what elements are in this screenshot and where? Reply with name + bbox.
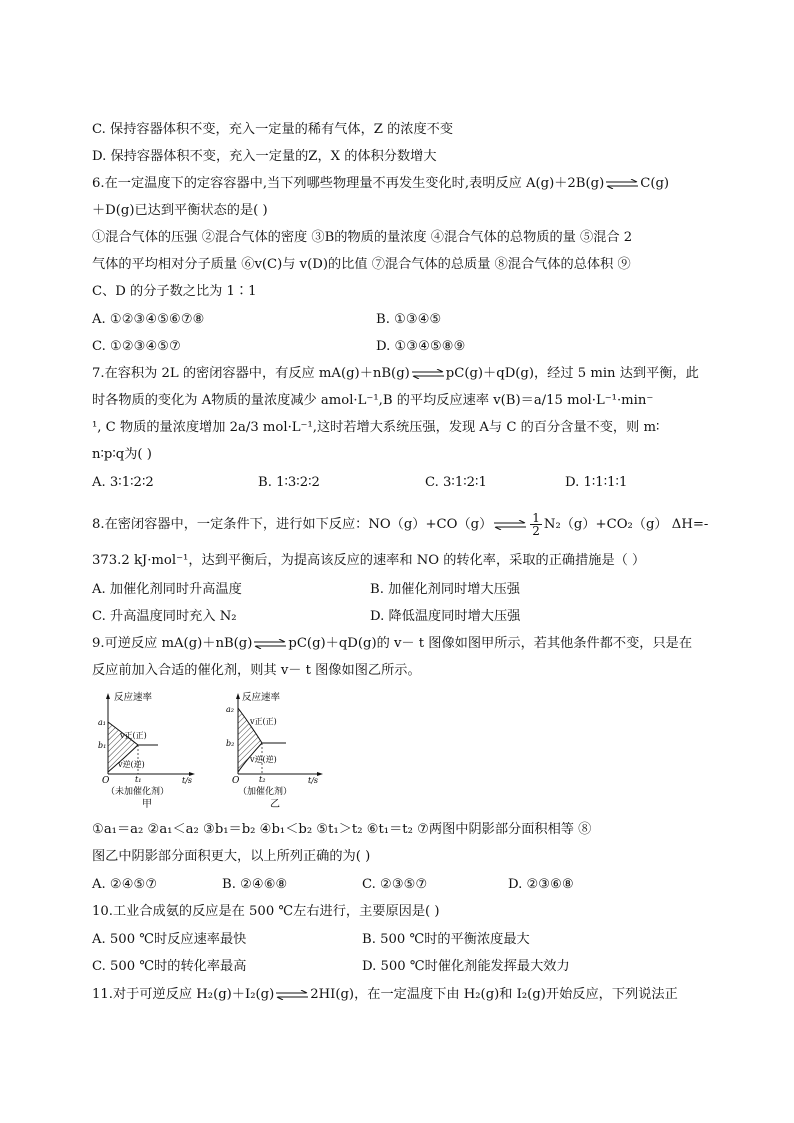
v-forward-label: v正(正) xyxy=(120,731,147,740)
question-6-stem xyxy=(92,174,669,194)
graph-note: （未加催化剂） xyxy=(106,787,170,797)
question-6-stem-2: ＋D(g)已达到平衡状态的是( ) xyxy=(92,203,268,218)
question-9-product: pC(g)＋qD(g)的 v－ t 图像如图甲所示，若其他条件都不变，只是在 xyxy=(288,636,693,651)
y-axis-arrow-icon xyxy=(236,693,240,699)
q6-option-c: C. ①②③④⑤⑦ xyxy=(92,339,181,354)
option-line-c: C. 保持容器体积不变，充入一定量的稀有气体，Z 的浓度不变 xyxy=(92,122,454,137)
q7-option-b: B. 1∶3∶2∶2 xyxy=(258,475,320,490)
question-7-stem xyxy=(92,364,699,384)
q7-option-c: C. 3∶1∶2∶1 xyxy=(425,475,487,490)
question-6-product: C(g) xyxy=(640,176,670,191)
fraction-numerator: 1 xyxy=(532,511,540,525)
v-forward-label: v正(正) xyxy=(250,717,277,726)
y-axis-arrow-icon xyxy=(106,693,110,699)
graph-yi xyxy=(220,690,330,816)
q9-option-a: A. ②④⑤⑦ xyxy=(92,877,158,892)
graph-caption: 乙 xyxy=(270,799,280,810)
y-axis-label: 反应速率 xyxy=(114,692,153,703)
q9-option-b: B. ②④⑥⑧ xyxy=(222,877,288,892)
q7-option-d: D. 1∶1∶1∶1 xyxy=(565,475,628,490)
question-8-product: N₂（g）+CO₂（g） ΔH=- xyxy=(543,517,709,532)
question-6-items-1: ①混合气体的压强 ②混合气体的密度 ③B的物质的量浓度 ④混合气体的总物质的量 ⑤混合 2 xyxy=(92,230,633,245)
question-7-stem-3: ¹, C 物质的量浓度增加 2a/3 mol·L⁻¹,这时若增大系统压强，发现 A与 C 的百分含量不变，则 m∶ xyxy=(92,420,660,435)
graph-caption: 甲 xyxy=(142,799,152,810)
option-line-d: D. 保持容器体积不变，充入一定量的Z，X 的体积分数增大 xyxy=(92,149,437,164)
question-7-product: pC(g)＋qD(g)，经过 5 min 达到平衡，此 xyxy=(445,366,699,381)
question-6-items-3: C、D 的分子数之比为 1∶1 xyxy=(92,284,257,299)
equilibrium-arrow-icon xyxy=(411,369,445,379)
b1-label: b₁ xyxy=(98,741,107,750)
q7-option-a: A. 3∶1∶2∶2 xyxy=(92,475,154,490)
q8-option-a: A. 加催化剂同时升高温度 xyxy=(92,582,242,597)
question-9-text: 9.可逆反应 mA(g)＋nB(g) xyxy=(92,636,253,651)
question-8-text: 8.在密闭容器中，一定条件下，进行如下反应：NO（g）+CO（g） xyxy=(92,517,493,532)
t2-label: t₂ xyxy=(259,775,266,784)
v-reverse-label: v逆(逆) xyxy=(118,760,145,769)
question-7-stem-4: n∶p∶q为( ) xyxy=(92,447,152,462)
question-11-text: 11.对于可逆反应 H₂(g)＋I₂(g) xyxy=(92,987,275,1002)
graph-jia xyxy=(96,690,206,816)
y-axis-label: 反应速率 xyxy=(242,692,281,703)
x-axis-label: t/s xyxy=(182,776,193,785)
b2-label: b₂ xyxy=(226,739,235,748)
q6-option-a: A. ①②③④⑤⑥⑦⑧ xyxy=(92,312,205,327)
question-9-items-2: 图乙中阴影部分面积更大，以上所列正确的为( ) xyxy=(92,849,371,864)
a1-label: a₁ xyxy=(98,718,106,727)
question-7-stem-2: 时各物质的变化为 A物质的量浓度减少 amol·L⁻¹,B 的平均反应速率 v(B)＝a/15 mol·L⁻¹·min⁻ xyxy=(92,393,654,408)
fraction-one-half xyxy=(530,512,542,537)
t1-label: t₁ xyxy=(135,775,142,784)
question-9-stem-2: 反应前加入合适的催化剂，则其 v－ t 图像如图乙所示。 xyxy=(92,663,421,678)
equilibrium-arrow-icon xyxy=(275,990,309,1000)
q8-option-c: C. 升高温度同时充入 N₂ xyxy=(92,609,237,624)
q9-option-d: D. ②③⑥⑧ xyxy=(508,877,574,892)
equilibrium-arrow-icon xyxy=(605,179,639,189)
fraction-denominator: 2 xyxy=(532,524,540,538)
q10-option-d: D. 500 ℃时催化剂能发挥最大效力 xyxy=(362,959,570,974)
q10-option-a: A. 500 ℃时反应速率最快 xyxy=(92,932,247,947)
q8-option-b: B. 加催化剂同时增大压强 xyxy=(370,582,520,597)
graph-note: （加催化剂） xyxy=(238,787,293,797)
graph-jia-svg xyxy=(96,690,206,812)
question-9-stem xyxy=(92,634,692,654)
origin-label: O xyxy=(102,776,110,786)
equilibrium-arrow-icon xyxy=(493,520,527,530)
q9-option-c: C. ②③⑤⑦ xyxy=(362,877,428,892)
v-reverse-label: v逆(逆) xyxy=(250,755,277,764)
q10-option-b: B. 500 ℃时的平衡浓度最大 xyxy=(362,932,530,947)
q10-option-c: C. 500 ℃时的转化率最高 xyxy=(92,959,247,974)
a2-label: a₂ xyxy=(226,705,234,714)
equilibrium-arrow-icon xyxy=(253,639,287,649)
x-axis-label: t/s xyxy=(308,776,319,785)
question-10-stem: 10.工业合成氨的反应是在 500 ℃左右进行，主要原因是( ) xyxy=(92,904,440,919)
question-6-items-2: 气体的平均相对分子质量 ⑥v(C)与 v(D)的比值 ⑦混合气体的总质量 ⑧混合气体的总体积 ⑨ xyxy=(92,257,631,272)
question-8-stem-2: 373.2 kJ·mol⁻¹，达到平衡后，为提高该反应的速率和 NO 的转化率，采取的正确措施是（ ） xyxy=(92,553,646,568)
question-7-text: 7.在容积为 2L 的密闭容器中，有反应 mA(g)＋nB(g) xyxy=(92,366,410,381)
q6-option-b: B. ①③④⑤ xyxy=(376,312,442,327)
question-11-stem xyxy=(92,985,678,1005)
question-8-stem xyxy=(92,512,708,537)
question-11-product: 2HI(g)，在一定温度下由 H₂(g)和 I₂(g)开始反应，下列说法正 xyxy=(310,987,678,1002)
question-6-text: 6.在一定温度下的定容容器中,当下列哪些物理量不再发生变化时,表明反应 A(g)＋2B(g) xyxy=(92,176,605,191)
graph-yi-svg xyxy=(220,690,330,812)
q8-option-d: D. 降低温度同时增大压强 xyxy=(370,609,521,624)
origin-label: O xyxy=(232,776,240,786)
q6-option-d: D. ①③④⑤⑧⑨ xyxy=(376,339,466,354)
question-9-items-1: ①a₁＝a₂ ②a₁＜a₂ ③b₁＝b₂ ④b₁＜b₂ ⑤t₁＞t₂ ⑥t₁＝t₂ ⑦两图中阴影部分面积相等 ⑧ xyxy=(92,822,592,837)
